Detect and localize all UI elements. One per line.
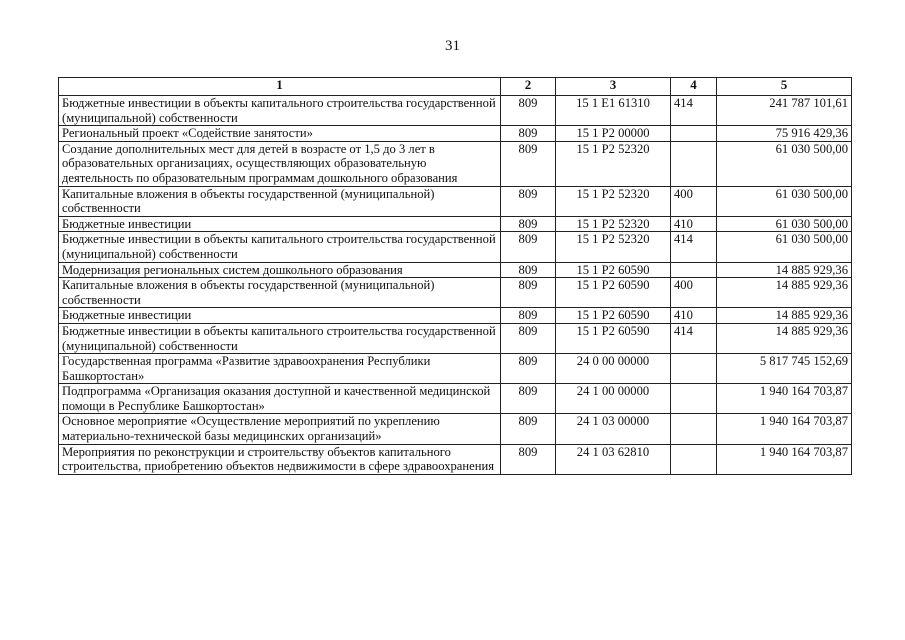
table-row xyxy=(59,354,852,384)
row-target-code-cell: 15 1 P2 60590 xyxy=(556,278,671,308)
row-expense-type-cell: 400 xyxy=(671,278,717,308)
row-name-cell: Бюджетные инвестиции xyxy=(59,216,501,232)
header-col-1: 1 xyxy=(59,78,501,96)
row-gov-code-cell: 809 xyxy=(501,444,556,474)
row-name-cell: Основное мероприятие «Осуществление мероприятий по укреплению материально-технической базы медицинских организаций» xyxy=(59,414,501,444)
row-amount-cell: 75 916 429,36 xyxy=(717,126,852,142)
row-target-code-cell: 15 1 P2 52320 xyxy=(556,232,671,262)
row-name-cell: Модернизация региональных систем дошкольного образования xyxy=(59,262,501,278)
row-amount-cell: 5 817 745 152,69 xyxy=(717,354,852,384)
row-amount-cell: 14 885 929,36 xyxy=(717,262,852,278)
row-target-code-cell: 15 1 P2 60590 xyxy=(556,308,671,324)
row-amount-cell: 61 030 500,00 xyxy=(717,232,852,262)
row-target-code-cell: 15 1 P2 52320 xyxy=(556,216,671,232)
row-target-code-cell: 15 1 E1 61310 xyxy=(556,96,671,126)
row-gov-code-cell: 809 xyxy=(501,414,556,444)
row-target-code-cell: 15 1 P2 52320 xyxy=(556,141,671,186)
row-name-cell: Бюджетные инвестиции в объекты капитального строительства государственной (муниципальной) собственности xyxy=(59,96,501,126)
row-name-cell: Подпрограмма «Организация оказания доступной и качественной медицинской помощи в Республике Башкортостан» xyxy=(59,384,501,414)
table-row xyxy=(59,186,852,216)
row-target-code-cell: 24 0 00 00000 xyxy=(556,354,671,384)
table-row xyxy=(59,262,852,278)
row-gov-code-cell: 809 xyxy=(501,354,556,384)
row-amount-cell: 61 030 500,00 xyxy=(717,216,852,232)
header-col-4: 4 xyxy=(671,78,717,96)
row-name-cell: Бюджетные инвестиции xyxy=(59,308,501,324)
row-gov-code-cell: 809 xyxy=(501,323,556,353)
row-gov-code-cell: 809 xyxy=(501,126,556,142)
row-target-code-cell: 24 1 03 62810 xyxy=(556,444,671,474)
row-amount-cell: 14 885 929,36 xyxy=(717,278,852,308)
row-amount-cell: 1 940 164 703,87 xyxy=(717,414,852,444)
row-gov-code-cell: 809 xyxy=(501,384,556,414)
row-amount-cell: 241 787 101,61 xyxy=(717,96,852,126)
table-row xyxy=(59,216,852,232)
row-expense-type-cell xyxy=(671,414,717,444)
table-header-row xyxy=(59,78,852,96)
row-target-code-cell: 15 1 P2 52320 xyxy=(556,186,671,216)
row-expense-type-cell xyxy=(671,141,717,186)
row-expense-type-cell xyxy=(671,354,717,384)
row-name-cell: Региональный проект «Содействие занятости» xyxy=(59,126,501,142)
row-gov-code-cell: 809 xyxy=(501,232,556,262)
row-amount-cell: 1 940 164 703,87 xyxy=(717,444,852,474)
table-row xyxy=(59,141,852,186)
row-name-cell: Бюджетные инвестиции в объекты капитального строительства государственной (муниципальной) собственности xyxy=(59,323,501,353)
table-body xyxy=(59,96,852,475)
row-expense-type-cell xyxy=(671,444,717,474)
row-amount-cell: 14 885 929,36 xyxy=(717,308,852,324)
row-gov-code-cell: 809 xyxy=(501,262,556,278)
row-expense-type-cell: 414 xyxy=(671,96,717,126)
row-target-code-cell: 24 1 03 00000 xyxy=(556,414,671,444)
table-row xyxy=(59,384,852,414)
row-gov-code-cell: 809 xyxy=(501,96,556,126)
table-row xyxy=(59,308,852,324)
row-expense-type-cell xyxy=(671,126,717,142)
row-gov-code-cell: 809 xyxy=(501,216,556,232)
row-gov-code-cell: 809 xyxy=(501,186,556,216)
row-gov-code-cell: 809 xyxy=(501,278,556,308)
row-expense-type-cell: 414 xyxy=(671,232,717,262)
row-amount-cell: 1 940 164 703,87 xyxy=(717,384,852,414)
table-row xyxy=(59,96,852,126)
header-col-2: 2 xyxy=(501,78,556,96)
row-expense-type-cell xyxy=(671,262,717,278)
row-gov-code-cell: 809 xyxy=(501,308,556,324)
page-number: 31 xyxy=(445,38,460,54)
budget-table xyxy=(58,77,852,475)
header-col-5: 5 xyxy=(717,78,852,96)
row-target-code-cell: 15 1 P2 60590 xyxy=(556,262,671,278)
row-expense-type-cell: 400 xyxy=(671,186,717,216)
row-name-cell: Бюджетные инвестиции в объекты капитального строительства государственной (муниципальной) собственности xyxy=(59,232,501,262)
row-amount-cell: 61 030 500,00 xyxy=(717,186,852,216)
row-name-cell: Капитальные вложения в объекты государственной (муниципальной) собственности xyxy=(59,186,501,216)
table-row xyxy=(59,444,852,474)
row-expense-type-cell: 410 xyxy=(671,308,717,324)
row-gov-code-cell: 809 xyxy=(501,141,556,186)
row-amount-cell: 61 030 500,00 xyxy=(717,141,852,186)
table-row xyxy=(59,323,852,353)
row-name-cell: Мероприятия по реконструкции и строительству объектов капитального строительства, приобретению объектов недвижимости в сфере здравоохранения xyxy=(59,444,501,474)
row-name-cell: Создание дополнительных мест для детей в возрасте от 1,5 до 3 лет в образовательных организациях, осуществляющих образовательную деятельность по образовательным программам дошкольного образования xyxy=(59,141,501,186)
row-target-code-cell: 15 1 P2 00000 xyxy=(556,126,671,142)
row-target-code-cell: 15 1 P2 60590 xyxy=(556,323,671,353)
row-amount-cell: 14 885 929,36 xyxy=(717,323,852,353)
header-col-3: 3 xyxy=(556,78,671,96)
row-expense-type-cell xyxy=(671,384,717,414)
row-expense-type-cell: 410 xyxy=(671,216,717,232)
row-expense-type-cell: 414 xyxy=(671,323,717,353)
table-row xyxy=(59,126,852,142)
table-row xyxy=(59,278,852,308)
row-name-cell: Государственная программа «Развитие здравоохранения Республики Башкортостан» xyxy=(59,354,501,384)
row-name-cell: Капитальные вложения в объекты государственной (муниципальной) собственности xyxy=(59,278,501,308)
table-row xyxy=(59,414,852,444)
table-row xyxy=(59,232,852,262)
row-target-code-cell: 24 1 00 00000 xyxy=(556,384,671,414)
